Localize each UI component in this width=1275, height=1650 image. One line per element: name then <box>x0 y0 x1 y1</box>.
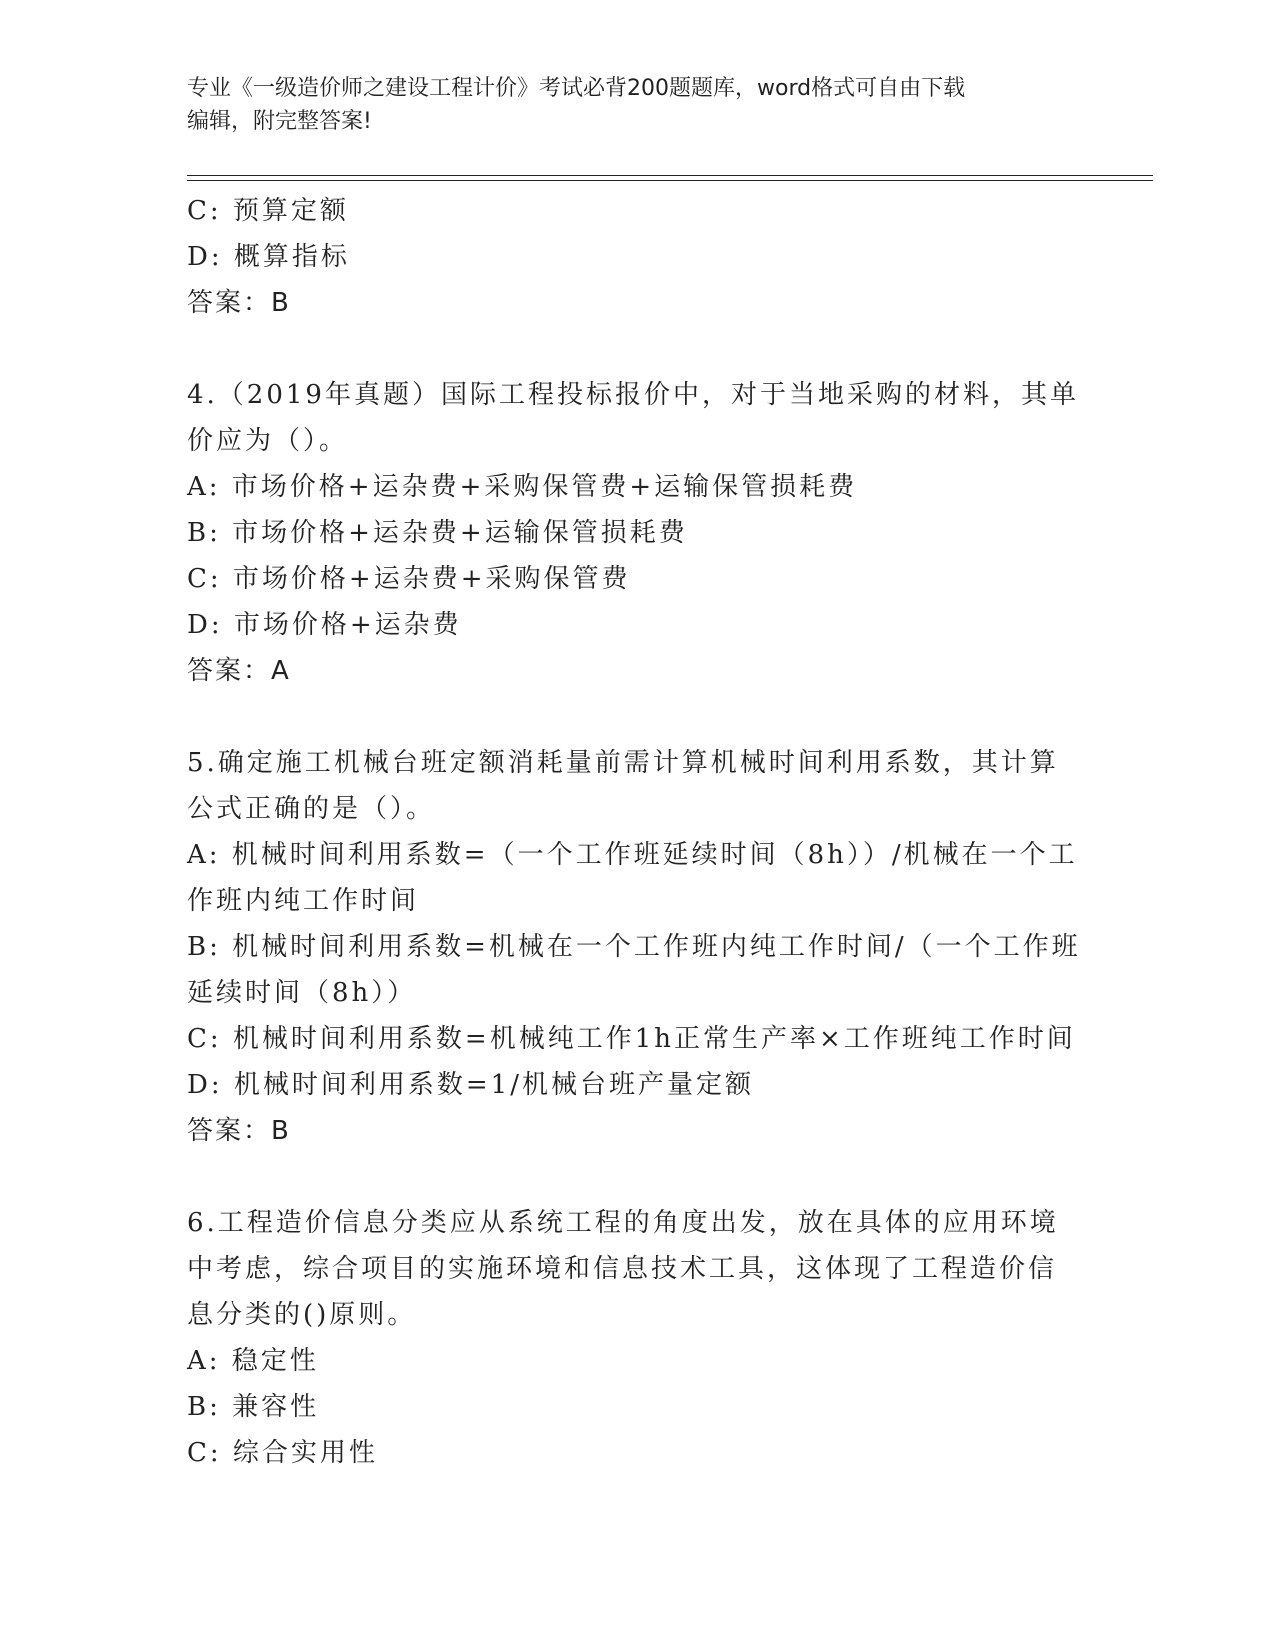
option-b-continued: 延续时间（8h）） <box>187 978 417 1008</box>
header-title-line-2: 编辑，附完整答案! <box>187 109 372 134</box>
option-b: B: 机械时间利用系数=机械在一个工作班内纯工作时间/（一个工作班 <box>187 932 1081 962</box>
option-a: A: 稳定性 <box>187 1346 319 1376</box>
header-divider-bottom <box>187 180 1153 181</box>
option-c: C: 预算定额 <box>187 196 349 226</box>
option-a-continued: 作班内纯工作时间 <box>187 886 420 916</box>
spacer <box>187 326 1087 372</box>
question-stem: 5.确定施工机械台班定额消耗量前需计算机械时间利用系数，其计算 <box>187 748 1059 778</box>
option-d: D: 机械时间利用系数=1/机械台班产量定额 <box>187 1070 754 1100</box>
question-list <box>187 188 1087 1476</box>
answer: 答案：B <box>187 1116 291 1146</box>
question-3-tail <box>187 188 1087 326</box>
option-a: A: 市场价格+运杂费+采购保管费+运输保管损耗费 <box>187 472 858 502</box>
answer: 答案：B <box>187 288 291 318</box>
question-stem: 公式正确的是（）。 <box>187 794 436 824</box>
question-stem: 4.（2019年真题）国际工程投标报价中，对于当地采购的材料，其单 <box>187 380 1079 410</box>
option-c: C: 市场价格+运杂费+采购保管费 <box>187 564 631 594</box>
page-header <box>187 72 1067 138</box>
option-d: D: 概算指标 <box>187 242 350 272</box>
spacer <box>187 694 1087 740</box>
question-stem: 价应为（）。 <box>187 426 349 456</box>
header-title-line-1: 专业《一级造价师之建设工程计价》考试必背200题题库，word格式可自由下载 <box>187 76 966 101</box>
question-4 <box>187 372 1087 694</box>
answer: 答案：A <box>187 656 291 686</box>
question-stem: 中考虑，综合项目的实施环境和信息技术工具，这体现了工程造价信 <box>187 1254 1058 1284</box>
option-c: C: 机械时间利用系数=机械纯工作1h正常生产率×工作班纯工作时间 <box>187 1024 1076 1054</box>
question-stem: 6.工程造价信息分类应从系统工程的角度出发，放在具体的应用环境 <box>187 1208 1059 1238</box>
question-6 <box>187 1200 1087 1476</box>
question-stem: 息分类的()原则。 <box>187 1300 417 1330</box>
spacer <box>187 1154 1087 1200</box>
option-b: B: 市场价格+运杂费+运输保管损耗费 <box>187 518 688 548</box>
option-a: A: 机械时间利用系数=（一个工作班延续时间（8h））/机械在一个工 <box>187 840 1078 870</box>
option-b: B: 兼容性 <box>187 1392 320 1422</box>
header-divider-top <box>187 175 1153 176</box>
option-c: C: 综合实用性 <box>187 1438 378 1468</box>
question-5 <box>187 740 1087 1154</box>
option-d: D: 市场价格+运杂费 <box>187 610 462 640</box>
